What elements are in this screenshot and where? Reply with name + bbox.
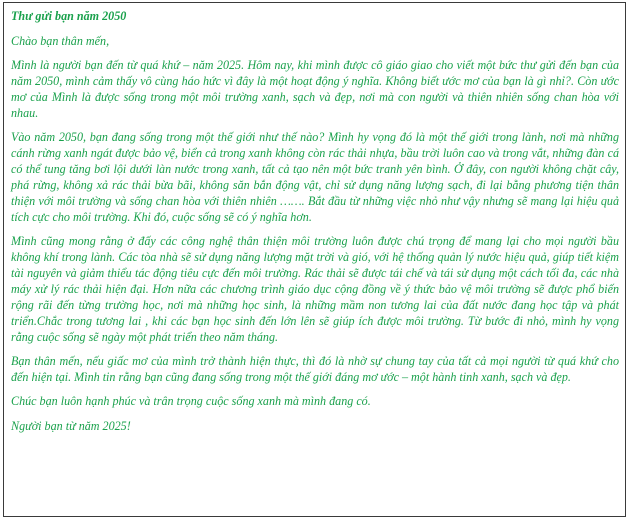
letter-document — [3, 2, 626, 517]
letter-paragraph-vision: Vào năm 2050, bạn đang sống trong một thế giới như thế nào? Mình hy vọng đó là một thế giới trong lành, nơi mà những cánh rừng xanh ngát được bảo vệ, biển cả trong xanh không còn rác thải nhựa, bầu trời luôn cao và trong vắt, những đàn cá có thể tung tăng bơi lội dưới làn nước trong xanh, tất cả tạo nên một bức tranh yên bình. Ở đây, con người không chặt cây, phá rừng, không xả rác thải bừa bãi, không săn bắn động vật, chỉ sử dụng năng lượng sạch, đi lại bằng phương tiện thân thiện với môi trường và sống chan hòa với thiên nhiên ……. Bắt đầu từ những việc nhỏ như vậy nhưng sẽ mang lại hiệu quả tích cực cho môi trường. Khi đó, cuộc sống sẽ có ý nghĩa hơn. — [11, 130, 619, 224]
letter-greeting: Chào bạn thân mến, — [11, 34, 110, 48]
letter-paragraph-intro: Mình là người bạn đến từ quá khứ – năm 2025. Hôm nay, khi mình được cô giáo giao cho viết một bức thư gửi đến bạn của năm 2050, mình cảm thấy vô cùng háo hức vì đây là một hoạt động ý nghĩa. Không biết ước mơ của bạn là gì nhỉ?. Còn ước mơ của Mình là được sống trong một môi trường xanh, sạch và đẹp, nơi mà con người và thiên nhiên sống chan hòa với nhau. — [11, 58, 619, 120]
letter-title: Thư gửi bạn năm 2050 — [11, 9, 127, 23]
letter-paragraph-conclusion: Bạn thân mến, nếu giấc mơ của mình trở thành hiện thực, thì đó là nhờ sự chung tay của tất cả mọi người từ quá khứ cho đến hiện tại. Mình tin rằng bạn cũng đang sống trong một thế giới đáng mơ ước – một hành tinh xanh, sạch và đẹp. — [11, 354, 619, 384]
letter-paragraph-technology: Mình cũng mong rằng ở đấy các công nghệ thân thiện môi trường luôn được chú trọng để mang lại cho mọi người bầu không khí trong lành. Các tòa nhà sẽ sử dụng năng lượng mặt trời và gió, với hệ thống quản lý nước hiệu quả, giúp tiết kiệm tài nguyên và giảm thiểu tác động tiêu cực đến môi trường. Rác thải sẽ được tái chế và tái sử dụng một cách tối đa, các nhà máy xử lý rác thải hiện đại. Hơn nữa các chương trình giáo dục cộng đồng về ý thức bảo vệ môi trường sẽ được phổ biến rộng rãi đến từng trường học, nơi mà những học sinh, là những mầm non tương lai của đất nước đang học tập và phát triển.Chắc trong tương lai , khi các bạn học sinh đến lớn lên sẽ giúp ích được môi trường. Từ bước đi nhỏ, mình hy vọng rằng cuộc sống sẽ ngày một phát triển theo năm tháng. — [11, 234, 619, 344]
letter-signature: Người bạn từ năm 2025! — [11, 419, 131, 433]
letter-closing-wish: Chúc bạn luôn hạnh phúc và trân trọng cuộc sống xanh mà mình đang có. — [11, 394, 371, 408]
